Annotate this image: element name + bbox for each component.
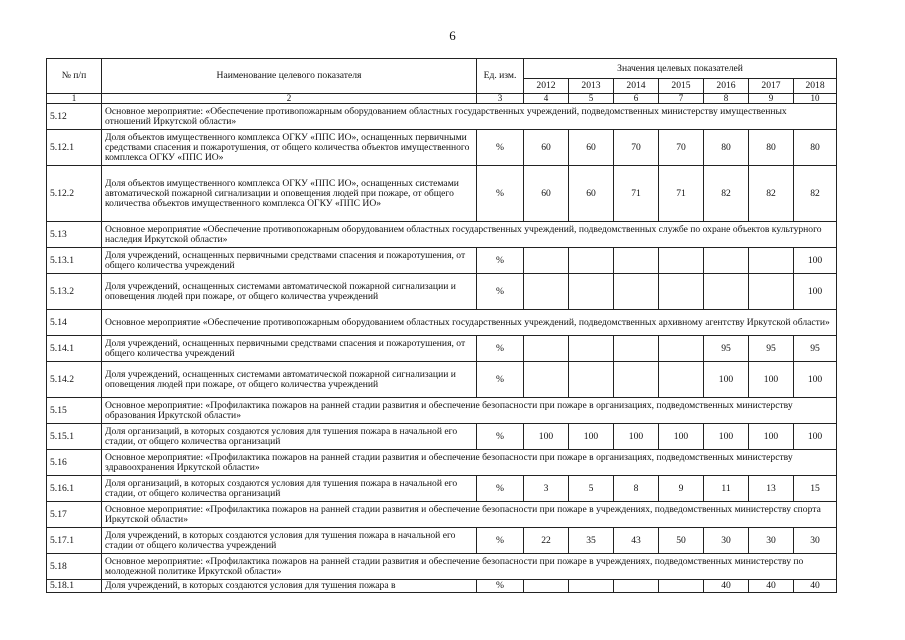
header-year: 2013	[569, 79, 614, 94]
row-number: 5.16	[47, 450, 102, 476]
row-number: 5.13.1	[47, 248, 102, 274]
section-title: Основное мероприятие «Обеспечение противопожарным оборудованием областных государственных учреждений, подведомственных архивному агентству Иркутской области»	[102, 310, 837, 336]
value-cell: 95	[749, 336, 794, 362]
value-cell	[659, 248, 704, 274]
header-year: 2018	[794, 79, 837, 94]
unit-cell: %	[477, 130, 524, 166]
value-cell: 60	[524, 130, 569, 166]
value-cell: 71	[659, 166, 704, 222]
value-cell	[749, 248, 794, 274]
indicator-row	[47, 476, 837, 502]
value-cell: 100	[569, 424, 614, 450]
indicator-row	[47, 166, 837, 222]
indicator-row	[47, 248, 837, 274]
value-cell: 30	[704, 528, 749, 554]
value-cell	[569, 274, 614, 310]
value-cell: 15	[794, 476, 837, 502]
column-number: 4	[524, 94, 569, 104]
header-unit: Ед. изм.	[477, 59, 524, 94]
indicator-name: Доля организаций, в которых создаются условия для тушения пожара в начальной его стадии, от общего количества организаций	[102, 424, 477, 450]
value-cell: 80	[704, 130, 749, 166]
unit-cell: %	[477, 528, 524, 554]
row-number: 5.15.1	[47, 424, 102, 450]
value-cell	[614, 362, 659, 398]
value-cell: 80	[794, 130, 837, 166]
indicator-row	[47, 336, 837, 362]
value-cell: 100	[794, 362, 837, 398]
section-title: Основное мероприятие: «Профилактика пожаров на ранней стадии развития и обеспечение безопасности при пожаре в учреждениях, подведомственных министерству спорта Иркутской области»	[102, 502, 837, 528]
indicator-name: Доля объектов имущественного комплекса ОГКУ «ППС ИО», оснащенных системами автоматической пожарной сигнализации и оповещения людей при пожаре, от общего количества объектов имущественного комплекса ОГКУ «ППС ИО»	[102, 166, 477, 222]
header-year: 2012	[524, 79, 569, 94]
unit-cell: %	[477, 476, 524, 502]
column-number: 5	[569, 94, 614, 104]
value-cell: 35	[569, 528, 614, 554]
column-number: 6	[614, 94, 659, 104]
value-cell: 8	[614, 476, 659, 502]
section-row	[47, 554, 837, 580]
indicator-row	[47, 424, 837, 450]
value-cell: 40	[749, 580, 794, 593]
value-cell: 30	[749, 528, 794, 554]
value-cell	[569, 362, 614, 398]
indicator-name: Доля объектов имущественного комплекса ОГКУ «ППС ИО», оснащенных первичными средствами спасения и пожаротушения, от общего количества объектов имущественного комплекса ОГКУ «ППС ИО»	[102, 130, 477, 166]
unit-cell: %	[477, 362, 524, 398]
value-cell: 3	[524, 476, 569, 502]
value-cell: 100	[704, 424, 749, 450]
header-year: 2017	[749, 79, 794, 94]
row-number: 5.18	[47, 554, 102, 580]
value-cell: 43	[614, 528, 659, 554]
value-cell: 60	[524, 166, 569, 222]
unit-cell: %	[477, 336, 524, 362]
value-cell: 100	[794, 424, 837, 450]
header-num: № п/п	[47, 59, 102, 94]
value-cell	[704, 248, 749, 274]
section-title: Основное мероприятие «Обеспечение противопожарным оборудованием областных государственных учреждений, подведомственных службе по охране объектов культурного наследия Иркутской области»	[102, 222, 837, 248]
section-row	[47, 502, 837, 528]
column-number: 8	[704, 94, 749, 104]
indicator-row	[47, 274, 837, 310]
value-cell: 95	[704, 336, 749, 362]
value-cell	[614, 274, 659, 310]
page-number: 6	[449, 28, 456, 43]
value-cell: 82	[704, 166, 749, 222]
indicator-row	[47, 130, 837, 166]
section-row	[47, 104, 837, 130]
value-cell: 22	[524, 528, 569, 554]
row-number: 5.15	[47, 398, 102, 424]
section-row	[47, 398, 837, 424]
row-number: 5.17.1	[47, 528, 102, 554]
value-cell	[524, 336, 569, 362]
section-row	[47, 310, 837, 336]
header-values: Значения целевых показателей	[524, 59, 837, 79]
unit-cell: %	[477, 424, 524, 450]
unit-cell: %	[477, 274, 524, 310]
value-cell: 60	[569, 166, 614, 222]
row-number: 5.12.1	[47, 130, 102, 166]
value-cell	[569, 580, 614, 593]
unit-cell: %	[477, 248, 524, 274]
row-number: 5.18.1	[47, 580, 102, 593]
value-cell	[524, 248, 569, 274]
header-year: 2016	[704, 79, 749, 94]
value-cell	[659, 362, 704, 398]
value-cell	[524, 274, 569, 310]
value-cell: 100	[749, 424, 794, 450]
value-cell	[569, 248, 614, 274]
section-title: Основное мероприятие: «Обеспечение противопожарным оборудованием областных государственных учреждений, подведомственных министерству имущественных отношений Иркутской области»	[102, 104, 837, 130]
value-cell: 60	[569, 130, 614, 166]
indicator-name: Доля организаций, в которых создаются условия для тушения пожара в начальной его стадии, от общего количества организаций	[102, 476, 477, 502]
unit-cell: %	[477, 166, 524, 222]
indicator-name: Доля учреждений, в которых создаются условия для тушения пожара в	[102, 580, 477, 593]
value-cell	[524, 580, 569, 593]
section-row	[47, 450, 837, 476]
value-cell: 5	[569, 476, 614, 502]
value-cell: 82	[794, 166, 837, 222]
indicator-name: Доля учреждений, оснащенных системами автоматической пожарной сигнализации и оповещения людей при пожаре, от общего количества учреждений	[102, 362, 477, 398]
row-number: 5.16.1	[47, 476, 102, 502]
value-cell: 100	[659, 424, 704, 450]
value-cell: 100	[614, 424, 659, 450]
value-cell	[614, 580, 659, 593]
indicators-table	[46, 58, 837, 593]
value-cell	[614, 336, 659, 362]
indicator-row	[47, 528, 837, 554]
value-cell	[749, 274, 794, 310]
section-row	[47, 222, 837, 248]
row-number: 5.12.2	[47, 166, 102, 222]
value-cell	[659, 274, 704, 310]
row-number: 5.13	[47, 222, 102, 248]
indicator-name: Доля учреждений, оснащенных системами автоматической пожарной сигнализации и оповещения людей при пожаре, от общего количества учреждений	[102, 274, 477, 310]
column-number: 9	[749, 94, 794, 104]
value-cell: 70	[614, 130, 659, 166]
indicator-name: Доля учреждений, оснащенных первичными средствами спасения и пожаротушения, от общего количества учреждений	[102, 336, 477, 362]
value-cell: 50	[659, 528, 704, 554]
column-number: 2	[102, 94, 477, 104]
row-number: 5.13.2	[47, 274, 102, 310]
value-cell: 100	[794, 274, 837, 310]
row-number: 5.14.1	[47, 336, 102, 362]
value-cell: 9	[659, 476, 704, 502]
value-cell	[569, 336, 614, 362]
value-cell	[659, 580, 704, 593]
value-cell: 40	[794, 580, 837, 593]
value-cell: 100	[794, 248, 837, 274]
unit-cell: %	[477, 580, 524, 593]
column-number: 1	[47, 94, 102, 104]
value-cell	[614, 248, 659, 274]
value-cell	[704, 274, 749, 310]
value-cell: 100	[704, 362, 749, 398]
indicator-name: Доля учреждений, оснащенных первичными средствами спасения и пожаротушения, от общего количества учреждений	[102, 248, 477, 274]
column-number: 3	[477, 94, 524, 104]
value-cell	[659, 336, 704, 362]
section-title: Основное мероприятие: «Профилактика пожаров на ранней стадии развития и обеспечение безопасности при пожаре в организациях, подведомственных министерству образования Иркутской области»	[102, 398, 837, 424]
value-cell: 80	[749, 130, 794, 166]
row-number: 5.14.2	[47, 362, 102, 398]
value-cell: 95	[794, 336, 837, 362]
value-cell: 40	[704, 580, 749, 593]
column-number: 7	[659, 94, 704, 104]
row-number: 5.14	[47, 310, 102, 336]
column-number: 10	[794, 94, 837, 104]
value-cell: 100	[749, 362, 794, 398]
value-cell: 11	[704, 476, 749, 502]
value-cell: 100	[524, 424, 569, 450]
value-cell: 70	[659, 130, 704, 166]
header-year: 2014	[614, 79, 659, 94]
value-cell	[524, 362, 569, 398]
section-title: Основное мероприятие: «Профилактика пожаров на ранней стадии развития и обеспечение безопасности при пожаре в учреждениях, подведомственных министерству по молодежной политике Иркутской области»	[102, 554, 837, 580]
header-name: Наименование целевого показателя	[102, 59, 477, 94]
row-number: 5.12	[47, 104, 102, 130]
header-year: 2015	[659, 79, 704, 94]
indicator-row	[47, 362, 837, 398]
indicator-name: Доля учреждений, в которых создаются условия для тушения пожара в начальной его стадии от общего количества учреждений	[102, 528, 477, 554]
value-cell: 82	[749, 166, 794, 222]
value-cell: 13	[749, 476, 794, 502]
section-title: Основное мероприятие: «Профилактика пожаров на ранней стадии развития и обеспечение безопасности при пожаре в организациях, подведомственных министерству здравоохранения Иркутской области»	[102, 450, 837, 476]
row-number: 5.17	[47, 502, 102, 528]
value-cell: 71	[614, 166, 659, 222]
indicator-row	[47, 580, 837, 593]
value-cell: 30	[794, 528, 837, 554]
